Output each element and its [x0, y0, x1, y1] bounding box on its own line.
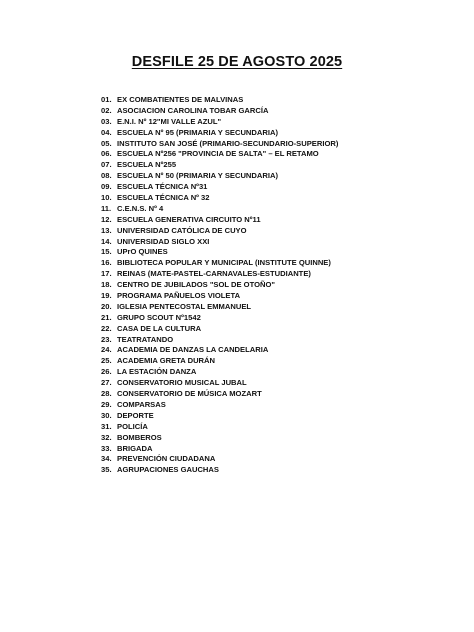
list-item [101, 411, 338, 422]
list-item-text: POLICÍA [117, 421, 148, 431]
list-item-text: ESCUELA Nº256 "PROVINCIA DE SALTA" – EL RETAMO [117, 149, 319, 159]
list-item-text: EX COMBATIENTES DE MALVINAS [117, 95, 244, 104]
list-item [101, 335, 338, 346]
list-item-text: ACADEMIA GRETA DURÁN [117, 356, 216, 366]
list-item [101, 171, 338, 182]
list-item-text: UPrO QUINES [117, 247, 168, 257]
list-item [101, 465, 338, 476]
list-item [101, 356, 338, 367]
list-item-number: 09. [101, 182, 112, 192]
list-item-number: 20. [101, 301, 112, 311]
list-item [101, 149, 338, 160]
list-item-number: 26. [101, 367, 112, 377]
list-item [101, 433, 338, 444]
list-item-number: 08. [101, 171, 112, 181]
list-item-text: ESCUELA TÉCNICA Nº 32 [117, 193, 210, 203]
list-item [101, 226, 338, 237]
list-item [101, 182, 338, 193]
list-item-number: 16. [101, 258, 112, 268]
list-item-text: ACADEMIA DE DANZAS LA CANDELARIA [117, 345, 269, 355]
list-item-text: ESCUELA Nº 95 (PRIMARIA Y SECUNDARIA) [117, 127, 278, 137]
list-item [101, 117, 338, 128]
list-item [101, 106, 338, 117]
list-item [101, 367, 338, 378]
list-item [101, 128, 338, 139]
list-item-number: 34. [101, 454, 112, 464]
list-item-text: TEATRATANDO [117, 334, 174, 344]
list-item-number: 13. [101, 225, 112, 235]
list-item-number: 24. [101, 345, 112, 355]
list-item-number: 19. [101, 291, 112, 301]
list-item-number: 17. [101, 269, 112, 279]
list-item-text: CONSERVATORIO DE MÚSICA MOZART [117, 389, 262, 399]
list-item-number: 12. [101, 214, 112, 224]
list-item-text: IGLESIA PENTECOSTAL EMMANUEL [117, 301, 252, 311]
list-item-number: 27. [101, 378, 112, 388]
list-item-text: PROGRAMA PAÑUELOS VIOLETA [117, 291, 241, 301]
list-item-number: 11. [101, 203, 112, 213]
list-item-text: ESCUELA Nº255 [117, 160, 177, 170]
list-item-text: CENTRO DE JUBILADOS "SOL DE OTOÑO" [117, 280, 275, 290]
list-item-number: 30. [101, 410, 112, 420]
list-item-number: 32. [101, 432, 112, 442]
list-item-text: ESCUELA GENERATIVA CIRCUITO Nº11 [117, 214, 261, 224]
list-item [101, 422, 338, 433]
list-item-text: UNIVERSIDAD CATÓLICA DE CUYO [117, 225, 247, 235]
list-item-number: 18. [101, 280, 112, 290]
list-item [101, 139, 338, 150]
parade-order-list [101, 95, 338, 476]
list-item-text: ESCUELA TÉCNICA Nº31 [117, 182, 208, 192]
list-item-text: BOMBEROS [117, 432, 162, 442]
list-item-text: BIBLIOTECA POPULAR Y MUNICIPAL (INSTITUTE QUINNE) [117, 258, 331, 268]
list-item [101, 444, 338, 455]
list-item [101, 400, 338, 411]
list-item-text: PREVENCIÓN CIUDADANA [117, 454, 216, 464]
list-item-number: 35. [101, 465, 112, 475]
list-item-number: 05. [101, 138, 112, 148]
list-item-text: CASA DE LA CULTURA [117, 323, 202, 333]
list-item [101, 258, 338, 269]
list-item [101, 345, 338, 356]
list-item-number: 01. [101, 95, 112, 104]
list-item-text: E.N.I. Nº 12"MI VALLE AZUL" [117, 116, 222, 126]
list-item [101, 193, 338, 204]
list-item-text: BRIGADA [117, 443, 153, 453]
list-item [101, 247, 338, 258]
list-item [101, 313, 338, 324]
list-item-text: UNIVERSIDAD SIGLO XXI [117, 236, 210, 246]
list-item [101, 215, 338, 226]
list-item-text: AGRUPACIONES GAUCHAS [117, 465, 219, 475]
list-item-text: ESCUELA Nº 50 (PRIMARIA Y SECUNDARIA) [117, 171, 278, 181]
list-item [101, 454, 338, 465]
list-item-number: 02. [101, 105, 112, 115]
list-item-number: 21. [101, 312, 112, 322]
list-item [101, 378, 338, 389]
list-item-number: 07. [101, 160, 112, 170]
list-item-text: COMPARSAS [117, 399, 166, 409]
list-item-number: 28. [101, 389, 112, 399]
list-item [101, 302, 338, 313]
list-item [101, 280, 338, 291]
list-item-number: 04. [101, 127, 112, 137]
list-item-text: CONSERVATORIO MUSICAL JUBAL [117, 378, 247, 388]
list-item [101, 95, 338, 106]
list-item-number: 22. [101, 323, 112, 333]
list-item-text: C.E.N.S. Nº 4 [117, 203, 164, 213]
list-item-text: DEPORTE [117, 410, 154, 420]
list-item-number: 10. [101, 193, 112, 203]
list-item-number: 06. [101, 149, 112, 159]
list-item-text: ASOCIACION CAROLINA TOBAR GARCÍA [117, 105, 269, 115]
list-item-number: 25. [101, 356, 112, 366]
list-item [101, 291, 338, 302]
list-item-number: 15. [101, 247, 112, 257]
list-item [101, 237, 338, 248]
list-item-text: LA ESTACIÓN DANZA [117, 367, 197, 377]
list-item [101, 324, 338, 335]
list-item-number: 03. [101, 116, 112, 126]
list-item [101, 204, 338, 215]
list-item-text: GRUPO SCOUT Nº1542 [117, 312, 201, 322]
list-item-text: REINAS (MATE-PASTEL-CARNAVALES-ESTUDIANTE) [117, 269, 311, 279]
list-item [101, 389, 338, 400]
list-item-number: 31. [101, 421, 112, 431]
list-item [101, 269, 338, 280]
list-item-number: 23. [101, 334, 112, 344]
list-item-text: INSTITUTO SAN JOSÉ (PRIMARIO-SECUNDARIO-SUPERIOR) [117, 138, 339, 148]
document-title: DESFILE 25 DE AGOSTO 2025 [131, 54, 343, 70]
list-item-number: 33. [101, 443, 112, 453]
list-item-number: 29. [101, 399, 112, 409]
list-item-number: 14. [101, 236, 112, 246]
list-item [101, 160, 338, 171]
